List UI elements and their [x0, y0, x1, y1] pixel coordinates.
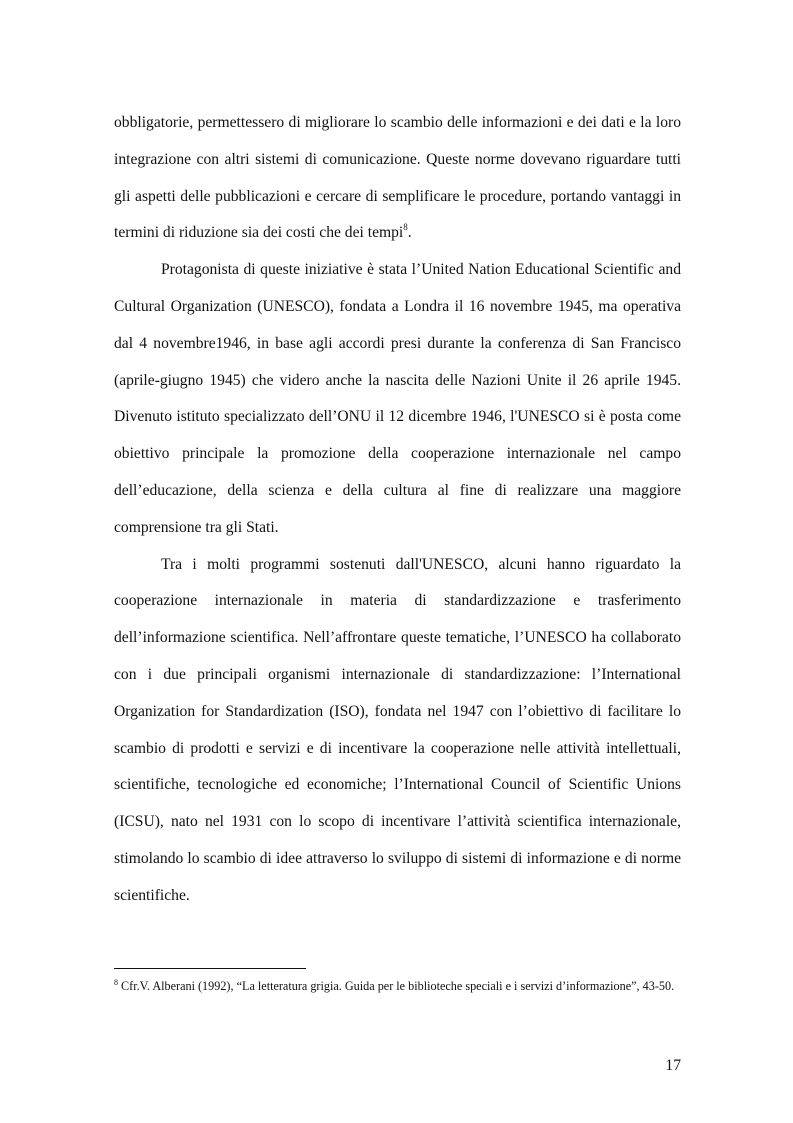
page-number: 17	[665, 1057, 681, 1074]
paragraph-unesco: Protagonista di queste iniziative è stata l’United Nation Educational Scientific and Cultural Organization (UNESCO), fondata a Londra il 16 novembre 1945, ma operativa dal 4 novembre1946, in base agli accordi presi durante la conferenza di San Francisco (aprile-giugno 1945) che videro anche la nascita delle Nazioni Unite il 26 aprile 1945. Divenuto istituto specializzato dell’ONU il 12 dicembre 1946, l'UNESCO si è posta come obiettivo principale la promozione della cooperazione internazionale nel campo dell’educazione, della scienza e della cultura al fine di realizzare una maggiore comprensione tra gli Stati.	[114, 261, 681, 536]
footnote-number: 8	[114, 978, 118, 987]
footnote-separator	[114, 968, 306, 969]
body-text	[114, 105, 681, 915]
paragraph-ending-punctuation: .	[407, 224, 412, 242]
paragraph-continuation	[114, 105, 681, 252]
footnote-text: Cfr.V. Alberani (1992), “La letteratura grigia. Guida per le biblioteche speciali e i servizi d’informazione”, 43-50.	[118, 979, 675, 993]
footnote-reference: 8	[403, 222, 408, 233]
paragraph-programs: Tra i molti programmi sostenuti dall'UNESCO, alcuni hanno riguardato la cooperazione internazionale in materia di standardizzazione e trasferimento dell’informazione scientifica. Nell’affrontare queste tematiche, l’UNESCO ha collaborato con i due principali organismi internazionale di standardizzazione: l’International Organization for Standardization (ISO), fondata nel 1947 con l’obiettivo di facilitare lo scambio di prodotti e servizi e di incentivare la cooperazione nelle attività intellettuali, scientifiche, tecnologiche ed economiche; l’International Council of Scientific Unions (ICSU), nato nel 1931 con lo scopo di incentivare l’attività scientifica internazionale, stimolando lo scambio di idee attraverso lo sviluppo di sistemi di informazione e di norme scientifiche.	[114, 555, 681, 904]
footnote	[114, 978, 681, 995]
paragraph-text: obbligatorie, permettessero di migliorare lo scambio delle informazioni e dei dati e la loro integrazione con altri sistemi di comunicazione. Queste norme dovevano riguardare tutti gli aspetti delle pubblicazioni e cercare di semplificare le procedure, portando vantaggi in termini di riduzione sia dei costi che dei tempi	[114, 114, 681, 242]
